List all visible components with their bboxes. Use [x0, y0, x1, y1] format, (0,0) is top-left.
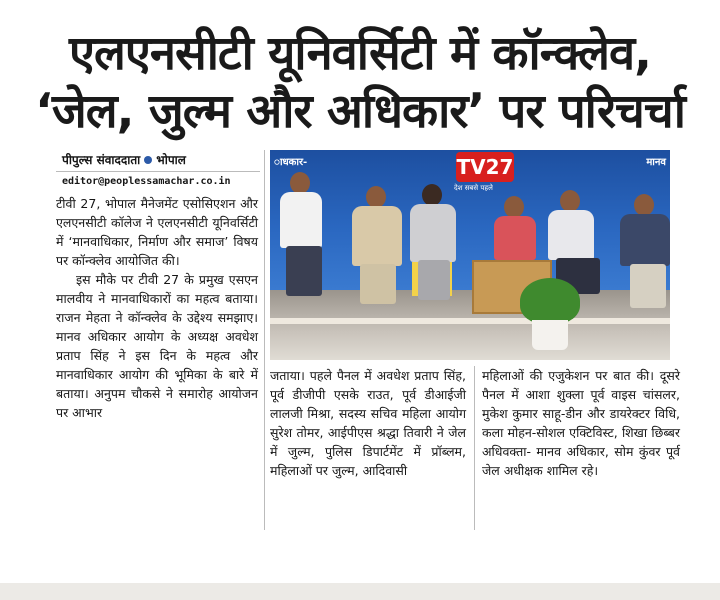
column-divider-1: [264, 150, 265, 530]
paragraph-1: टीवी 27, भोपाल मैनेजमेंट एसोसिएशन और एलएनसीटी कॉलेज ने एलएनसीटी यूनिवर्सिटी में ‘मानवाधिकार, निर्माण और समाज’ विषय पर कॉन्क्लेव आयोजित की।: [56, 196, 258, 268]
potted-plant: [520, 278, 580, 324]
stage-floor: [270, 290, 670, 360]
backdrop-text-left: ाधकार-: [274, 157, 308, 168]
tv27-tagline: देश सबसे पहले: [454, 184, 493, 192]
article-column-3: महिलाओं की एजुकेशन पर बात की। दूसरे पैनल में आशा शुक्ला पूर्व वाइस चांसलर, मुकेश कुमार साहू-डीन और डायरेक्टर विधि, कला मोहन-सोशल एक्टिविस्ट, शिखा छिब्बर अधिवक्ता- मानव अधिकार, सोम कुंवर पूर्व जेल अधीक्षक शामिल रहे।: [482, 368, 680, 478]
bottom-bar: [0, 583, 720, 600]
backdrop-text-right: मानव: [646, 157, 666, 168]
headline-line-2: ‘जेल, जुल्म और अधिकार’ पर परिचर्चा: [35, 84, 685, 139]
column-divider-2: [474, 366, 475, 530]
editor-email: editor@peoplessamachar.co.in: [62, 176, 231, 187]
byline-rule: [56, 171, 260, 172]
headline-line-1: एलएनसीटी यूनिवर्सिटी में कॉन्क्लेव,: [69, 26, 651, 81]
bullet-dot-icon: [144, 156, 152, 164]
event-photo: [270, 150, 670, 360]
dateline-city: भोपाल: [156, 153, 186, 167]
reporter-name: पीपुल्स संवाददाता: [62, 153, 141, 167]
plant-pot: [532, 320, 568, 350]
paragraph-2: इस मौके पर टीवी 27 के प्रमुख एसएन मालवीय ने मानवाधिकारों का महत्व बताया। राजन मेहता ने कॉन्क्लेव के उद्देश्य समझाए। मानव अधिकार आयोग के अध्यक्ष अवधेश प्रताप सिंह ने इस दिन के महत्व और मानवाधिकार आयोग की भूमिका के बारे में बताया। अनुपम चौकसे ने समारोह आयोजन पर आभार: [56, 272, 258, 420]
stage-edge: [270, 318, 670, 324]
tv27-logo: TV27: [456, 152, 514, 182]
article-column-2: जताया। पहले पैनल में अवधेश प्रताप सिंह, पूर्व डीजीपी एसके राउत, पूर्व डीआईजी लालजी मिश्रा, सदस्य सचिव महिला आयोग सुरेश तोमर, आईपीएस श्रद्धा तिवारी ने जेल में जुल्म, पुलिस डिपार्टमेंट में प्रॉब्लम, महिलाओं पर जुल्म, आदिवासी: [270, 368, 466, 478]
byline: [62, 151, 262, 169]
article-column-1: [56, 194, 258, 422]
